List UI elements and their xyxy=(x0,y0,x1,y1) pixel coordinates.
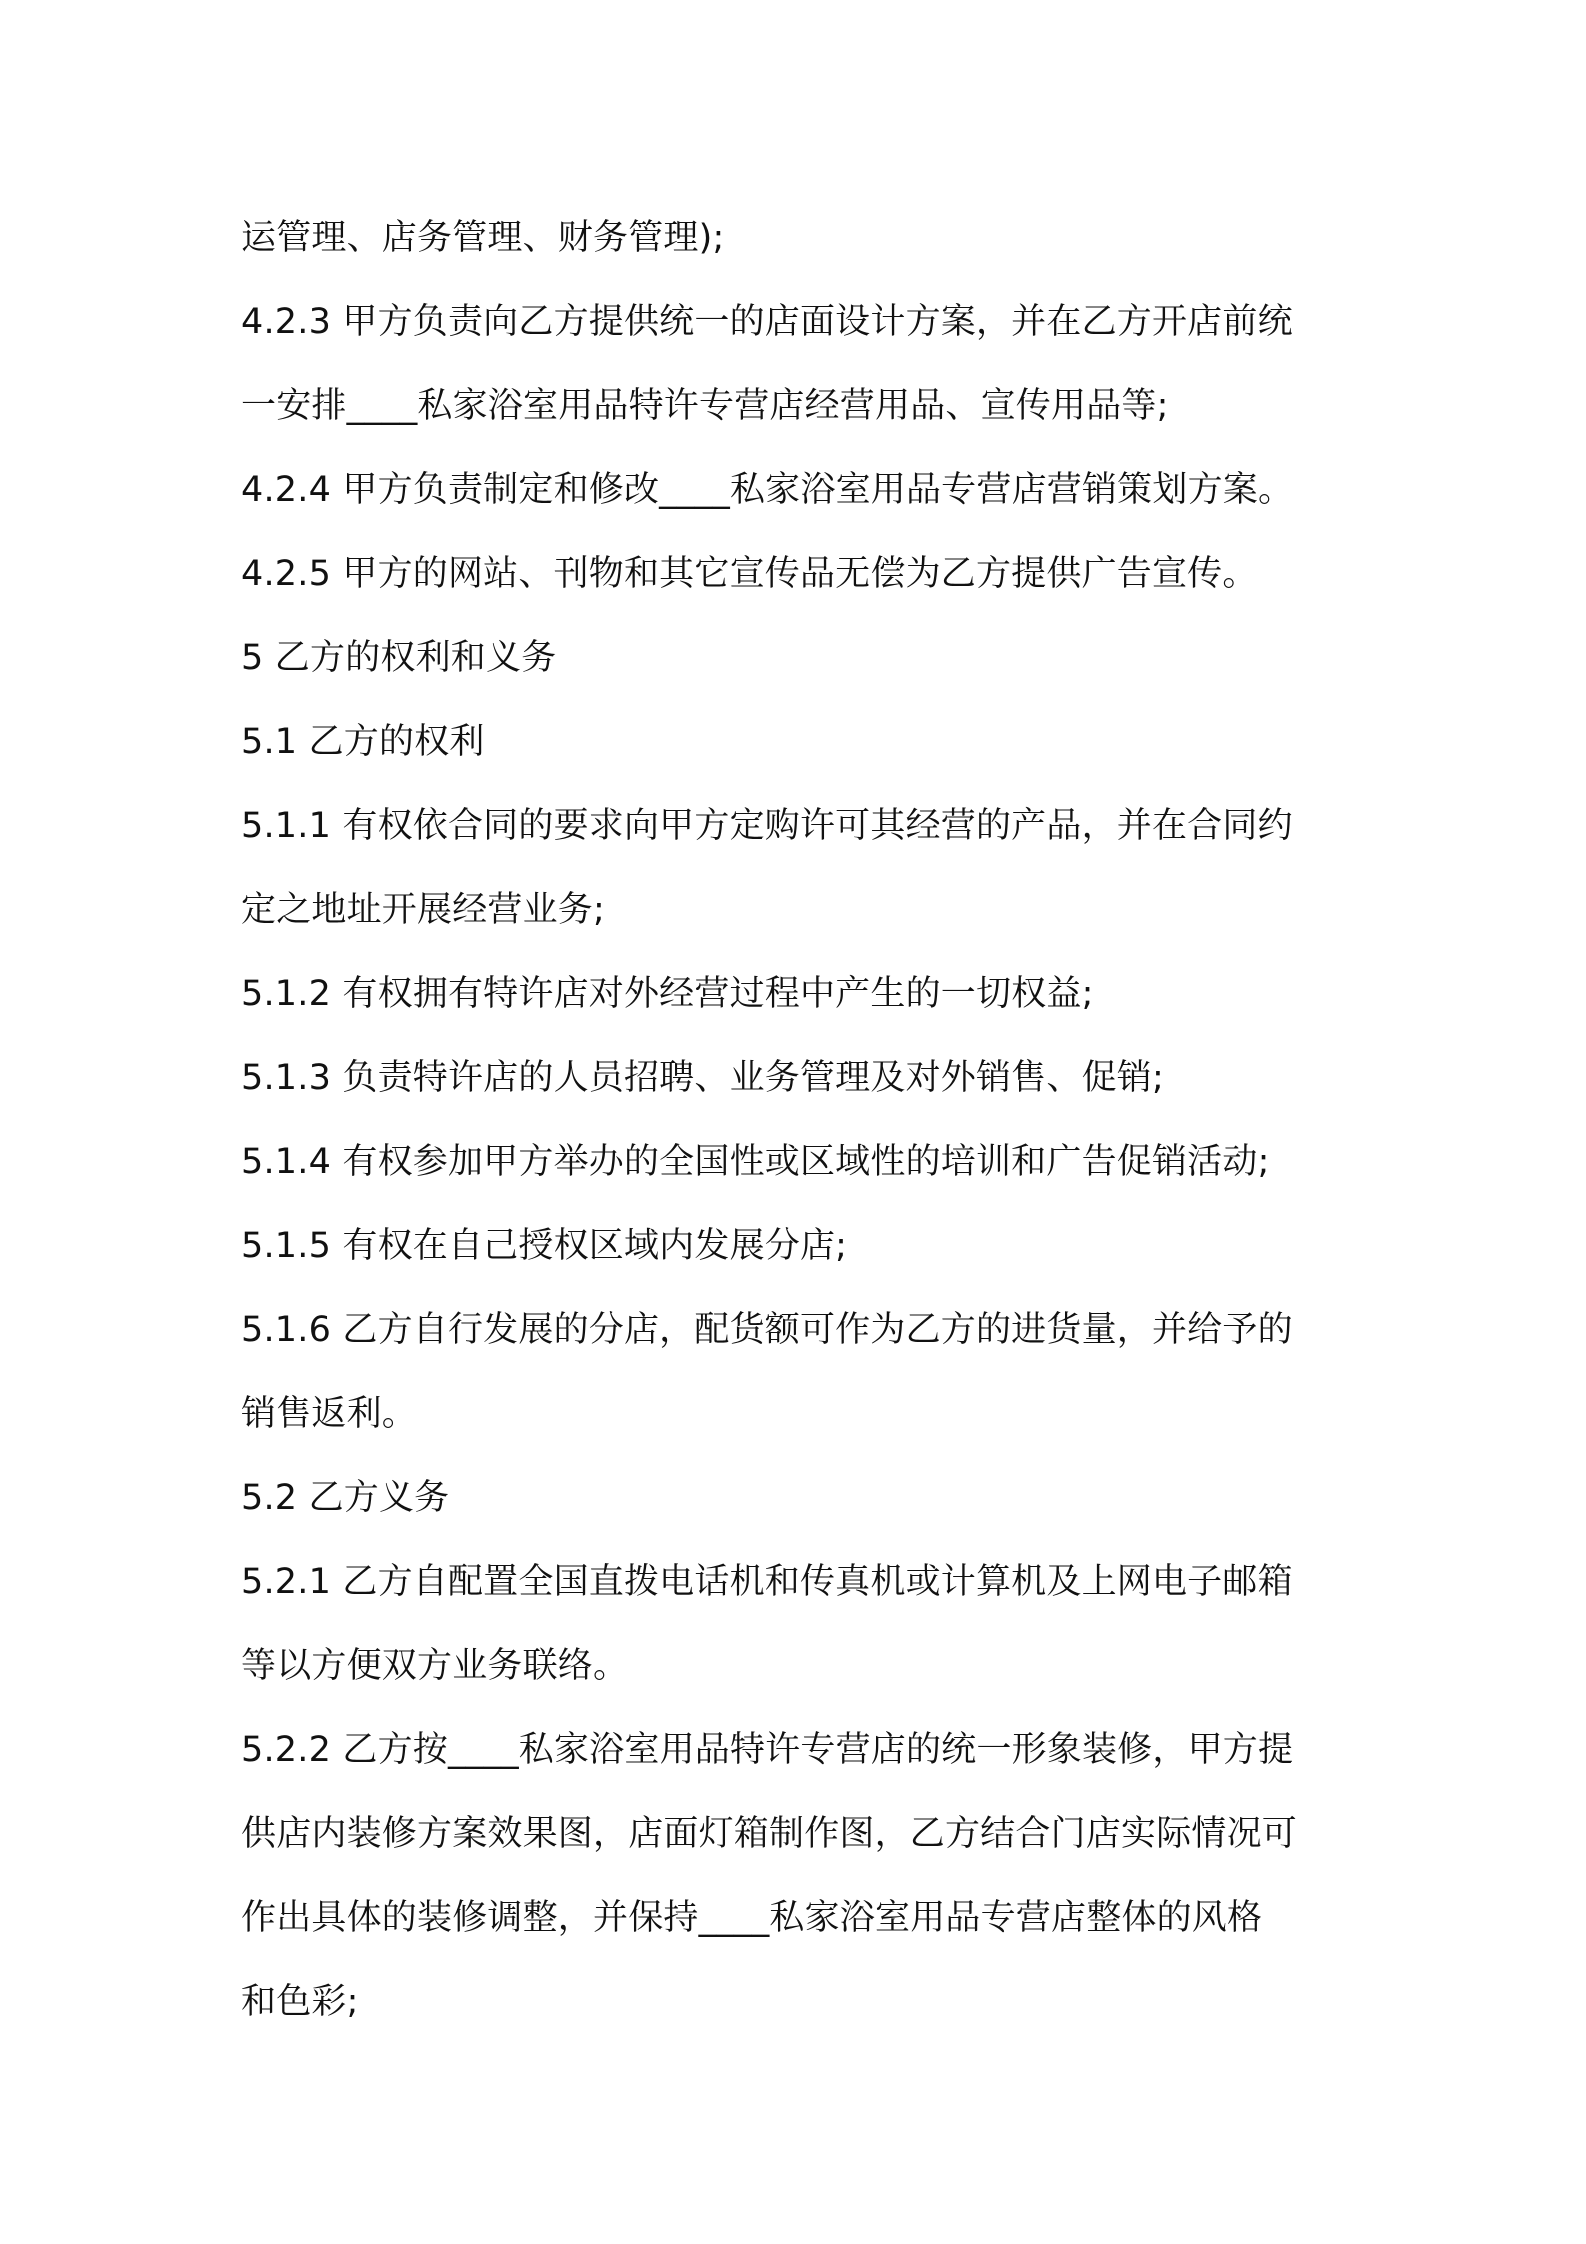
section-heading-5: 5 乙方的权利和义务 xyxy=(241,638,557,678)
section-heading-5-1: 5.1 乙方的权利 xyxy=(241,722,485,762)
document-body xyxy=(241,196,1361,2044)
clause-5-1-6: 5.1.6 乙方自行发展的分店，配货额可作为乙方的进货量，并给予的 xyxy=(241,1310,1293,1350)
text-line: 作出具体的装修调整，并保持____私家浴室用品专营店整体的风格 xyxy=(241,1898,1263,1938)
text-line: 等以方便双方业务联络。 xyxy=(241,1646,629,1686)
clause-5-1-5: 5.1.5 有权在自己授权区域内发展分店; xyxy=(241,1226,848,1266)
clause-5-1-4: 5.1.4 有权参加甲方举办的全国性或区域性的培训和广告促销活动; xyxy=(241,1142,1270,1182)
clause-5-1-1: 5.1.1 有权依合同的要求向甲方定购许可其经营的产品，并在合同约 xyxy=(241,806,1293,846)
text-line: 和色彩; xyxy=(241,1982,359,2022)
clause-5-1-3: 5.1.3 负责特许店的人员招聘、业务管理及对外销售、促销; xyxy=(241,1058,1164,1098)
text-line: 运管理、店务管理、财务管理); xyxy=(241,218,725,258)
section-heading-5-2: 5.2 乙方义务 xyxy=(241,1478,450,1518)
text-line: 一安排____私家浴室用品特许专营店经营用品、宣传用品等; xyxy=(241,386,1169,426)
clause-5-2-1: 5.2.1 乙方自配置全国直拨电话机和传真机或计算机及上网电子邮箱 xyxy=(241,1562,1293,1602)
text-line: 定之地址开展经营业务; xyxy=(241,890,605,930)
clause-4-2-3: 4.2.3 甲方负责向乙方提供统一的店面设计方案，并在乙方开店前统 xyxy=(241,302,1293,342)
clause-4-2-4: 4.2.4 甲方负责制定和修改____私家浴室用品专营店营销策划方案。 xyxy=(241,470,1294,510)
text-line: 销售返利。 xyxy=(241,1394,418,1434)
clause-4-2-5: 4.2.5 甲方的网站、刊物和其它宣传品无偿为乙方提供广告宣传。 xyxy=(241,554,1258,594)
clause-5-2-2: 5.2.2 乙方按____私家浴室用品特许专营店的统一形象装修，甲方提 xyxy=(241,1730,1294,1770)
text-line: 供店内装修方案效果图，店面灯箱制作图，乙方结合门店实际情况可 xyxy=(241,1814,1298,1854)
clause-5-1-2: 5.1.2 有权拥有特许店对外经营过程中产生的一切权益; xyxy=(241,974,1094,1014)
